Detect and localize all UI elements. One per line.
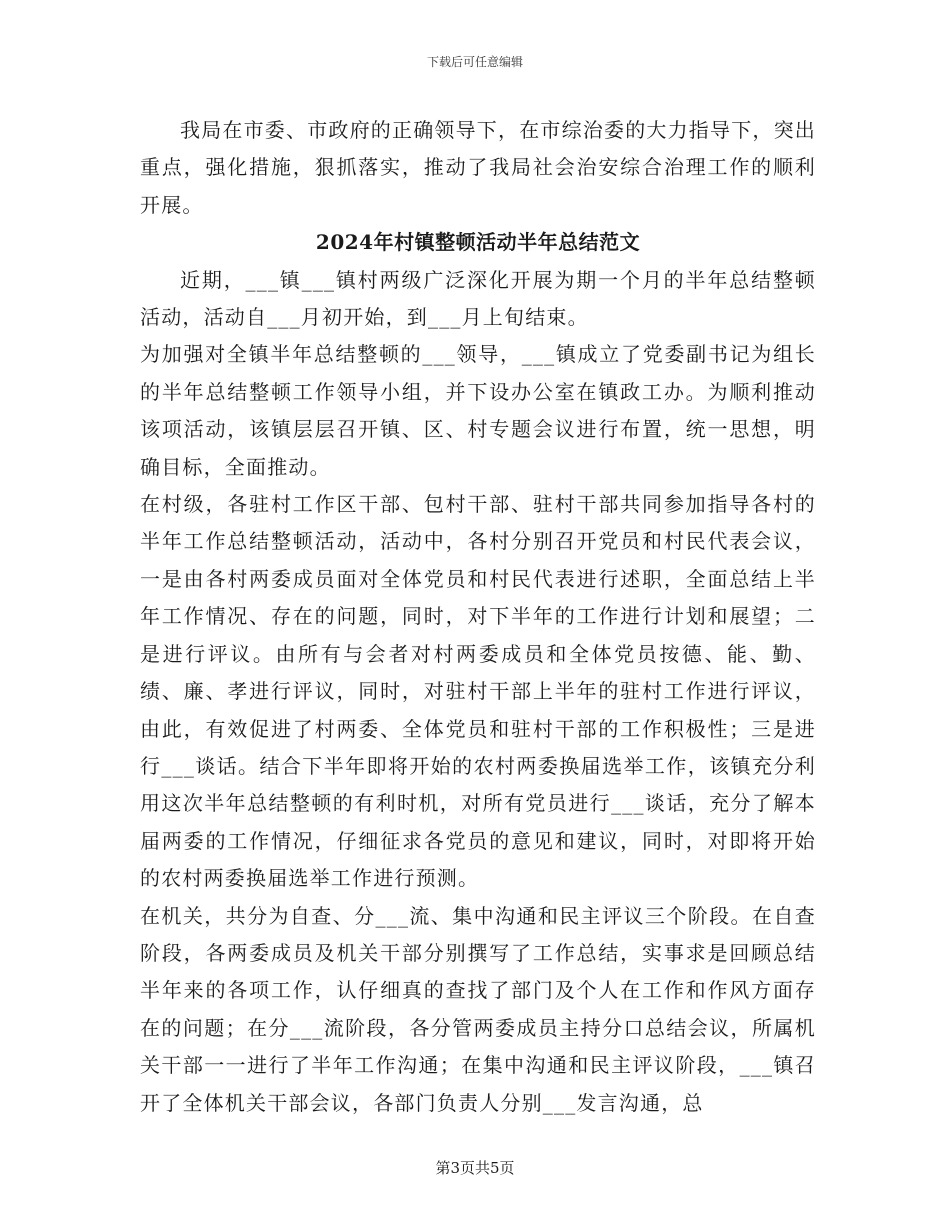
paragraph-4: 在机关，共分为自查、分___流、集中沟通和民主评议三个阶段。在自查阶段，各两委成员及机关干部分别撰写了工作总结，实事求是回顾总结半年来的各项工作，认仔细真的查找了部门及个人在工作和作风方面存在的问题；在分___流阶段，各分管两委成员主持分口总结会议，所属机关干部一一进行了半年工作沟通；在集中沟通和民主评议阶段，___镇召开了全体机关干部会议，各部门负责人分别___发言沟通，总 — [140, 903, 816, 1115]
page-header-note: 下载后可任意编辑 — [426, 55, 523, 69]
paragraph-3: 在村级，各驻村工作区干部、包村干部、驻村干部共同参加指导各村的半年工作总结整顿活动，活动中，各村分别召开党员和村民代表会议，一是由各村两委成员面对全体党员和村民代表进行述职，全面总结上半年工作情况、存在的问题，同时，对下半年的工作进行计划和展望；二是进行评议。由所有与会者对村两委成员和全体党员按德、能、勤、绩、廉、孝进行评议，同时，对驻村干部上半年的驻村工作进行评议，由此，有效促进了村两委、全体党员和驻村干部的工作积极性；三是进行___谈话。结合下半年即将开始的农村两委换届选举工作，该镇充分利用这次半年总结整顿的有利时机，对所有党员进行___谈话，充分了解本届两委的工作情况，仔细征求各党员的意见和建议，同时，对即将开始的农村两委换届选举工作进行预测。 — [140, 492, 816, 891]
page-number: 第3页共5页 — [435, 1159, 515, 1177]
paragraph-2: 为加强对全镇半年总结整顿的___领导，___镇成立了党委副书记为组长的半年总结整顿工作领导小组，并下设办公室在镇政工办。为顺利推动该项活动，该镇层层召开镇、区、村专题会议进行布置，统一思想，明确目标，全面推动。 — [140, 342, 816, 479]
paragraph-1: 近期，___镇___镇村两级广泛深化开展为期一个月的半年总结整顿活动，活动自___月初开始，到___月上旬结束。 — [140, 267, 816, 330]
document-body — [140, 112, 816, 1122]
document-title: 2024年村镇整顿活动半年总结范文 — [315, 230, 641, 255]
intro-paragraph: 我局在市委、市政府的正确领导下，在市综治委的大力指导下，突出重点，强化措施，狠抓落实，推动了我局社会治安综合治理工作的顺利开展。 — [140, 118, 816, 217]
